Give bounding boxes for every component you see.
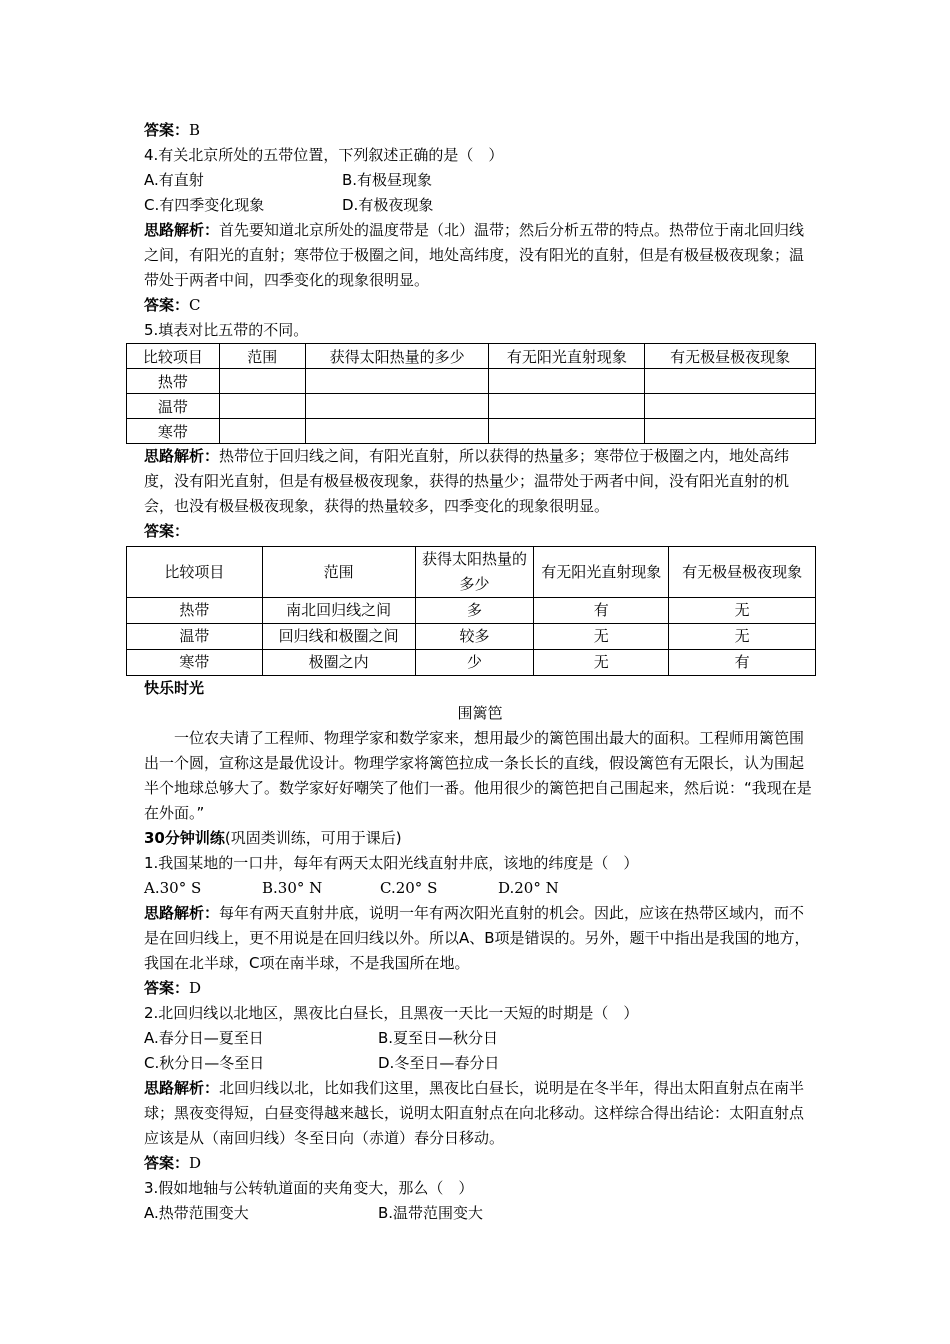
- blank-cell[interactable]: [219, 419, 305, 444]
- table-cell: 回归线和极圈之间: [262, 624, 415, 650]
- blank-cell[interactable]: [645, 419, 816, 444]
- table-header-row: [127, 344, 816, 369]
- t-q1-answer-line: [144, 976, 816, 1001]
- table-header-cell: 有无阳光直射现象: [489, 344, 645, 369]
- q4-answer-line: [144, 293, 816, 318]
- table-header-cell: 范围: [262, 547, 415, 598]
- table-header-cell: 有无极昼极夜现象: [645, 344, 816, 369]
- document-page: [144, 118, 816, 1226]
- table-header-cell: 有无极昼极夜现象: [669, 547, 816, 598]
- blank-cell[interactable]: [489, 369, 645, 394]
- row-label-cell: 热带: [127, 369, 220, 394]
- q5-answer-table: [126, 546, 816, 676]
- table-cell: 少: [415, 650, 534, 676]
- q4-option-a: A.有直射: [144, 171, 204, 189]
- q4-option-c: C.有四季变化现象: [144, 196, 265, 214]
- training-heading: 30分钟训练: [144, 829, 225, 847]
- t-q2-analysis: [144, 1076, 816, 1151]
- table-cell: 南北回归线之间: [262, 598, 415, 624]
- table-row: [127, 419, 816, 444]
- blank-cell[interactable]: [305, 419, 489, 444]
- t-q1-option-d: D.20° N: [498, 879, 559, 897]
- t-q1-options: [144, 876, 816, 901]
- table-cell: 极圈之内: [262, 650, 415, 676]
- t-q3-options: [144, 1201, 816, 1226]
- answer-label: 答案：: [144, 296, 190, 314]
- t-q1-option-b: B.30° N: [262, 879, 323, 897]
- t-q3-option-a: A.热带范围变大: [144, 1204, 249, 1222]
- blank-cell[interactable]: [645, 369, 816, 394]
- blank-cell[interactable]: [219, 394, 305, 419]
- table-row: [127, 598, 816, 624]
- row-label-cell: 寒带: [127, 419, 220, 444]
- answer-value: D: [189, 1154, 202, 1172]
- answer-label: 答案：: [144, 121, 190, 139]
- t-q2-options-row-1: [144, 1026, 816, 1051]
- table-cell: 无: [534, 624, 669, 650]
- answer-label: 答案：: [144, 979, 190, 997]
- q3-answer-line: [144, 118, 816, 143]
- answer-value: D: [189, 979, 202, 997]
- answer-value: B: [189, 121, 201, 139]
- q4-stem: 4.有关北京所处的五带位置，下列叙述正确的是（ ）: [144, 146, 504, 164]
- t-q2-option-a: A.春分日—夏至日: [144, 1029, 264, 1047]
- blank-cell[interactable]: [489, 394, 645, 419]
- t-q2-options-row-2: [144, 1051, 816, 1076]
- t-q3-option-b: B.温带范围变大: [378, 1204, 484, 1222]
- table-cell: 有: [534, 598, 669, 624]
- t-q1-option-c: C.20° S: [380, 879, 438, 897]
- q5-analysis: [144, 444, 816, 519]
- table-header-cell: 获得太阳热量的多少: [305, 344, 489, 369]
- table-row: [127, 369, 816, 394]
- analysis-text: 首先要知道北京所处的温度带是（北）温带；然后分析五带的特点。热带位于南北回归线之间，有阳光的直射；寒带位于极圈之间，地处高纬度，没有阳光的直射，但是有极昼极夜现象；温带处于两者中间，四季变化的现象很明显。: [144, 221, 805, 289]
- analysis-label: 思路解析：: [144, 221, 220, 239]
- table-header-cell: 获得太阳热量的多少: [415, 547, 534, 598]
- table-row: [127, 394, 816, 419]
- table-header-cell: 比较项目: [127, 344, 220, 369]
- blank-cell[interactable]: [305, 394, 489, 419]
- table-cell: 较多: [415, 624, 534, 650]
- table-row: [127, 624, 816, 650]
- blank-cell[interactable]: [489, 419, 645, 444]
- q4-analysis: [144, 218, 816, 293]
- table-header-cell: 范围: [219, 344, 305, 369]
- t-q2-option-c: C.秋分日—冬至日: [144, 1054, 265, 1072]
- q4-option-d: D.有极夜现象: [342, 196, 434, 214]
- t-q1-option-a: A.30° S: [144, 879, 202, 897]
- table-cell: 多: [415, 598, 534, 624]
- q5-stem: 5.填表对比五带的不同。: [144, 321, 309, 339]
- table-cell: 有: [669, 650, 816, 676]
- q4-options-row-2: [144, 193, 816, 218]
- table-header-row: [127, 547, 816, 598]
- analysis-label: 思路解析：: [144, 904, 220, 922]
- fun-title: 围篱笆: [457, 704, 503, 722]
- t-q2-option-d: D.冬至日—春分日: [378, 1054, 500, 1072]
- t-q3-stem: 3.假如地轴与公转轨道面的夹角变大，那么（ ）: [144, 1179, 474, 1197]
- fun-body: 一位农夫请了工程师、物理学家和数学家来，想用最少的篱笆围出最大的面积。工程师用篱笆围出一个圆，宣称这是最优设计。物理学家将篱笆拉成一条长长的直线，假设篱笆有无限长，认为围起半个地球总够大了。数学家好好嘲笑了他们一番。他用很少的篱笆把自己围起来，然后说：“我现在是在外面。”: [144, 729, 812, 822]
- t-q1-stem: 1.我国某地的一口井，每年有两天太阳光线直射井底，该地的纬度是（ ）: [144, 854, 639, 872]
- analysis-text: 每年有两天直射井底，说明一年有两次阳光直射的机会。因此，应该在热带区域内，而不是在回归线上，更不用说是在回归线以外。所以A、B项是错误的。另外，题干中指出是我国的地方，我国在北半球，C项在南半球，不是我国所在地。: [144, 904, 810, 972]
- table-row: [127, 650, 816, 676]
- q4-option-b: B.有极昼现象: [342, 171, 433, 189]
- blank-cell[interactable]: [219, 369, 305, 394]
- row-label-cell: 温带: [127, 394, 220, 419]
- table-cell: 无: [669, 598, 816, 624]
- training-heading-line: [144, 826, 816, 851]
- q5-blank-table: [126, 343, 816, 444]
- blank-cell[interactable]: [645, 394, 816, 419]
- table-header-cell: 有无阳光直射现象: [534, 547, 669, 598]
- t-q2-option-b: B.夏至日—秋分日: [378, 1029, 499, 1047]
- fun-heading: 快乐时光: [144, 679, 205, 697]
- analysis-text: 热带位于回归线之间，有阳光直射，所以获得的热量多；寒带位于极圈之内，地处高纬度，没有阳光直射，但是有极昼极夜现象，获得的热量少；温带处于两者中间，没有阳光直射的机会，也没有极昼极夜现象，获得的热量较多，四季变化的现象很明显。: [144, 447, 790, 515]
- table-cell: 热带: [127, 598, 263, 624]
- analysis-text: 北回归线以北，比如我们这里，黑夜比白昼长，说明是在冬半年，得出太阳直射点在南半球；黑夜变得短，白昼变得越来越长，说明太阳直射点在向北移动。这样综合得出结论：太阳直射点应该是从（南回归线）冬至日向（赤道）春分日移动。: [144, 1079, 805, 1147]
- answer-label: 答案：: [144, 1154, 190, 1172]
- q5-answer-label: 答案：: [144, 522, 190, 540]
- table-cell: 温带: [127, 624, 263, 650]
- blank-cell[interactable]: [305, 369, 489, 394]
- t-q2-answer-line: [144, 1151, 816, 1176]
- analysis-label: 思路解析：: [144, 447, 220, 465]
- table-cell: 寒带: [127, 650, 263, 676]
- answer-value: C: [189, 296, 201, 314]
- q4-options-row-1: [144, 168, 816, 193]
- table-cell: 无: [669, 624, 816, 650]
- t-q1-analysis: [144, 901, 816, 976]
- table-cell: 无: [534, 650, 669, 676]
- t-q2-stem: 2.北回归线以北地区，黑夜比白昼长，且黑夜一天比一天短的时期是（ ）: [144, 1004, 639, 1022]
- training-subheading: (巩固类训练，可用于课后): [224, 829, 402, 847]
- table-header-cell: 比较项目: [127, 547, 263, 598]
- analysis-label: 思路解析：: [144, 1079, 220, 1097]
